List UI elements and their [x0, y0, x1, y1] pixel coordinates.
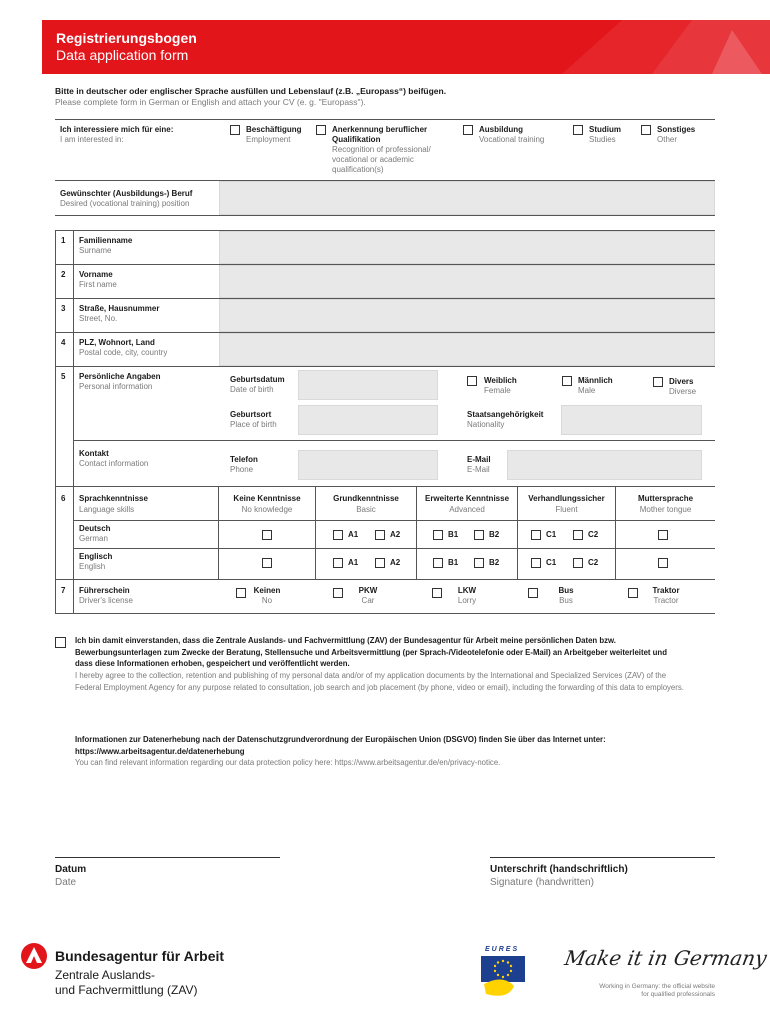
desired-position-label-en: Desired (vocational training) position: [60, 199, 190, 208]
ba-name: Bundesagentur für Arbeit: [55, 948, 225, 964]
dob-label-en: Date of birth: [230, 385, 274, 394]
german-c1-label: C1: [546, 530, 557, 539]
diverse-label: Divers: [669, 377, 694, 386]
license-car-label: PKW: [358, 586, 378, 595]
pob-field[interactable]: [298, 405, 438, 435]
privacy-text-de: Informationen zur Datenerhebung nach der Datenschutzgrundverordnung der Europäischen Union (DSGVO) finden Sie über das Internet unter: https://www.arbeitsagentur.de/datenerhebung: [75, 735, 606, 756]
interest-label: Ich interessiere mich für eine:: [60, 125, 174, 134]
license-none-checkbox[interactable]: [236, 588, 246, 598]
personal-info-label: Persönliche Angaben: [79, 372, 161, 381]
interest-training-checkbox[interactable]: [463, 125, 473, 135]
english-b2-checkbox[interactable]: [474, 558, 484, 568]
street-field[interactable]: [219, 299, 715, 332]
level-none-header-en: No knowledge: [241, 505, 293, 514]
license-bus-checkbox[interactable]: [528, 588, 538, 598]
interest-training-label-en: Vocational training: [479, 135, 545, 144]
dob-field[interactable]: [298, 370, 438, 400]
interest-other-label-en: Other: [657, 135, 678, 144]
city-label: PLZ, Wohnort, Land: [79, 338, 155, 347]
german-b1-checkbox[interactable]: [433, 530, 443, 540]
city-label-en: Postal code, city, country: [79, 348, 168, 357]
english-mother-checkbox[interactable]: [658, 558, 668, 568]
email-label-en: E-Mail: [467, 465, 490, 474]
german-mother-checkbox[interactable]: [658, 530, 668, 540]
license-tractor-checkbox[interactable]: [628, 588, 638, 598]
date-line[interactable]: [55, 857, 280, 858]
interest-employment-label-en: Employment: [246, 135, 291, 144]
interest-recognition-label-en: Recognition of professional/ vocational or academic qualification(s): [332, 145, 431, 174]
english-c1-label: C1: [546, 558, 557, 567]
english-label-en: English: [79, 562, 106, 571]
english-b2-label: B2: [489, 558, 500, 567]
zav-line-2: und Fachvermittlung (ZAV): [55, 983, 198, 997]
interest-other-checkbox[interactable]: [641, 125, 651, 135]
german-b1-label: B1: [448, 530, 459, 539]
nationality-label-en: Nationality: [467, 420, 505, 429]
nationality-label: Staatsangehörigkeit: [467, 410, 544, 419]
license-lorry-label: LKW: [457, 586, 477, 595]
interest-other-label: Sonstiges: [657, 125, 696, 134]
level-fluent-header-en: Fluent: [555, 505, 578, 514]
city-field[interactable]: [219, 333, 715, 366]
form-header: [42, 20, 770, 74]
german-c2-checkbox[interactable]: [573, 530, 583, 540]
license-bus-label: Bus: [558, 586, 574, 595]
english-none-checkbox[interactable]: [262, 558, 272, 568]
interest-employment-checkbox[interactable]: [230, 125, 240, 135]
mig-logo-script: Make it in Germany: [562, 946, 769, 970]
consent-text-de: Ich bin damit einverstanden, dass die Zentrale Auslands- und Fachvermittlung (ZAV) der Bundesagentur für Arbeit meine persönlichen Daten bzw. Bewerbungsunterlagen zum Zwecke der Beratung, Stellensuche und Arbeitsvermittlung (per Sprach-/Videotelefonie oder E-Mail) an Arbeitgeber weiterleitet und dass diese Informationen erhoben, gespeichert und veröffentlicht werden.: [75, 636, 667, 668]
interest-studies-label-en: Studies: [589, 135, 616, 144]
zav-line-1: Zentrale Auslands-: [55, 968, 156, 982]
level-mother-header: Muttersprache: [637, 494, 694, 503]
german-a1-checkbox[interactable]: [333, 530, 343, 540]
german-label-en: German: [79, 534, 108, 543]
phone-label: Telefon: [230, 455, 258, 464]
german-none-checkbox[interactable]: [262, 530, 272, 540]
female-label: Weiblich: [484, 376, 517, 385]
english-c1-checkbox[interactable]: [531, 558, 541, 568]
phone-label-en: Phone: [230, 465, 254, 474]
form-title-en: Data application form: [56, 47, 189, 63]
email-label: E-Mail: [467, 455, 491, 464]
english-a1-checkbox[interactable]: [333, 558, 343, 568]
interest-recognition-checkbox[interactable]: [316, 125, 326, 135]
mig-tagline-1: Working in Germany: the official website: [599, 983, 715, 990]
surname-label-en: Surname: [79, 246, 112, 255]
interest-recognition-label: Anerkennung beruflicher Qualifikation: [332, 125, 428, 144]
male-label-en: Male: [578, 386, 596, 395]
english-b1-label: B1: [448, 558, 459, 567]
pob-label-en: Place of birth: [230, 420, 277, 429]
personal-info-label-en: Personal information: [79, 382, 153, 391]
contact-label: Kontakt: [79, 449, 109, 458]
male-label: Männlich: [578, 376, 613, 385]
interest-studies-label: Studium: [589, 125, 621, 134]
interest-employment-label: Beschäftigung: [246, 125, 302, 134]
interest-studies-checkbox[interactable]: [573, 125, 583, 135]
german-b2-label: B2: [489, 530, 500, 539]
level-basic-header: Grundkenntnisse: [333, 494, 399, 503]
license-lorry-label-en: Lorry: [457, 596, 477, 605]
header-graphic: [562, 20, 770, 74]
consent-text-en: I hereby agree to the collection, retention and publishing of my personal data and/or of my application documents by the International and Specialized Services (ZAV) of the Federal Employment Agency for any purpose related to consultation, job search and job placement (by phone, video or email), including the forwarding of this data to employers.: [75, 671, 684, 692]
level-basic-header-en: Basic: [356, 505, 376, 514]
german-c1-checkbox[interactable]: [531, 530, 541, 540]
female-checkbox[interactable]: [467, 376, 477, 386]
desired-position-label: Gewünschter (Ausbildungs-) Beruf: [60, 189, 193, 198]
male-checkbox[interactable]: [562, 376, 572, 386]
intro-en: Please complete form in German or English and attach your CV (e. g. "Europass").: [55, 97, 366, 107]
row-1-number: 1: [61, 236, 66, 245]
first-name-label: Vorname: [79, 270, 113, 279]
german-a2-checkbox[interactable]: [375, 530, 385, 540]
signature-label-en: Signature (handwritten): [490, 877, 594, 888]
license-tractor-label-en: Tractor: [653, 596, 679, 605]
license-bus-label-en: Bus: [559, 596, 573, 605]
first-name-field[interactable]: [219, 265, 715, 298]
ba-logo-icon: [20, 942, 48, 970]
signature-line[interactable]: [490, 857, 715, 858]
form-title-de: Registrierungsbogen: [56, 30, 197, 46]
signature-label: Unterschrift (handschriftlich): [490, 864, 628, 875]
german-label: Deutsch: [79, 524, 111, 533]
english-a2-label: A2: [390, 558, 401, 567]
license-none-label: Keinen: [253, 586, 281, 595]
language-skills-label: Sprachkenntnisse: [79, 494, 148, 503]
license-car-checkbox[interactable]: [333, 588, 343, 598]
row-6-number: 6: [61, 494, 66, 503]
german-c2-label: C2: [588, 530, 599, 539]
street-label-en: Street, No.: [79, 314, 118, 323]
desired-position-field[interactable]: [219, 181, 715, 215]
level-advanced-header-en: Advanced: [449, 505, 485, 514]
level-fluent-header: Verhandlungssicher: [528, 494, 605, 503]
diverse-label-en: Diverse: [669, 387, 697, 396]
date-label-en: Date: [55, 877, 77, 888]
english-label: Englisch: [79, 552, 113, 561]
license-label-en: Driver's license: [79, 596, 133, 605]
row-5-number: 5: [61, 372, 66, 381]
license-label: Führerschein: [79, 586, 130, 595]
nationality-field[interactable]: [561, 405, 702, 435]
consent-checkbox[interactable]: [55, 637, 66, 648]
diverse-checkbox[interactable]: [653, 377, 663, 387]
dob-label: Geburtsdatum: [230, 375, 285, 384]
eures-label: EURES: [485, 946, 520, 953]
license-none-label-en: No: [261, 596, 273, 605]
level-none-header: Keine Kenntnisse: [233, 494, 301, 503]
interest-label-en: I am interested in:: [60, 135, 124, 144]
row-4-number: 4: [61, 338, 66, 347]
language-skills-label-en: Language skills: [79, 505, 135, 514]
english-a1-label: A1: [348, 558, 359, 567]
street-label: Straße, Hausnummer: [79, 304, 160, 313]
surname-field[interactable]: [219, 231, 715, 264]
english-c2-label: C2: [588, 558, 599, 567]
interest-training-label: Ausbildung: [479, 125, 523, 134]
english-a2-checkbox[interactable]: [375, 558, 385, 568]
row-3-number: 3: [61, 304, 66, 313]
german-b2-checkbox[interactable]: [474, 530, 484, 540]
license-lorry-checkbox[interactable]: [432, 588, 442, 598]
privacy-text-en: You can find relevant information regarding our data protection policy here: https://www.arbeitsagentur.de/en/privacy-notice.: [75, 758, 501, 767]
level-advanced-header: Erweiterte Kenntnisse: [424, 494, 510, 503]
english-c2-checkbox[interactable]: [573, 558, 583, 568]
row-7-number: 7: [61, 586, 66, 595]
english-b1-checkbox[interactable]: [433, 558, 443, 568]
german-a1-label: A1: [348, 530, 359, 539]
mig-tagline-2: for qualified professionals: [641, 991, 715, 998]
female-label-en: Female: [484, 386, 511, 395]
surname-label: Familienname: [79, 236, 133, 245]
intro-de: Bitte in deutscher oder englischer Sprache ausfüllen und Lebenslauf (z.B. „Europass“) beifügen.: [55, 86, 447, 96]
license-tractor-label: Traktor: [652, 586, 680, 595]
contact-label-en: Contact information: [79, 459, 149, 468]
date-label: Datum: [55, 864, 87, 875]
phone-field[interactable]: [298, 450, 438, 480]
german-a2-label: A2: [390, 530, 401, 539]
email-field[interactable]: [507, 450, 702, 480]
level-mother-header-en: Mother tongue: [639, 505, 692, 514]
row-2-number: 2: [61, 270, 66, 279]
first-name-label-en: First name: [79, 280, 117, 289]
license-car-label-en: Car: [361, 596, 375, 605]
pob-label: Geburtsort: [230, 410, 272, 419]
